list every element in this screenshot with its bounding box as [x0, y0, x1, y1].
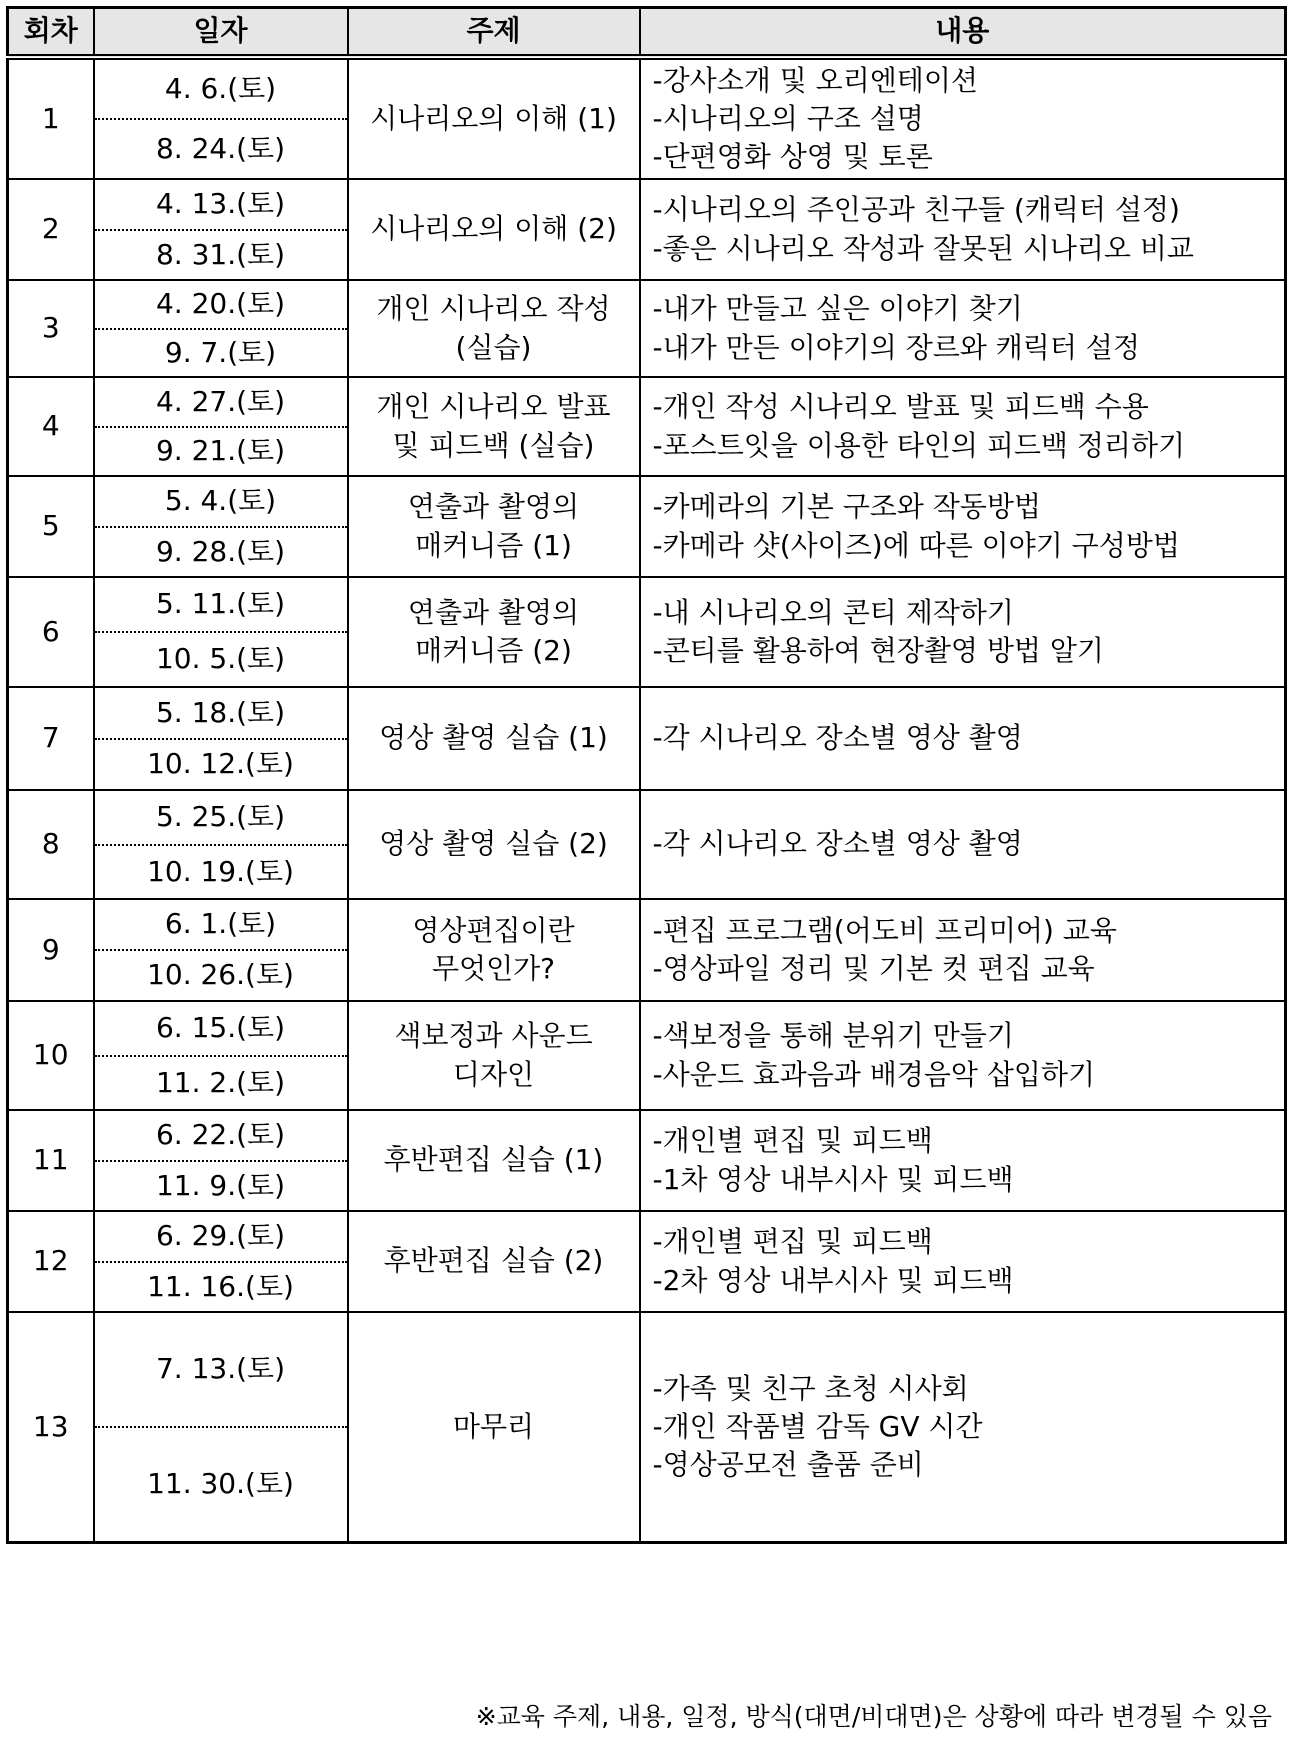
table-row [8, 1312, 1286, 1543]
header-session: 회차 [8, 8, 94, 58]
topic-cell: 연출과 촬영의 매커니즘 (2) [348, 577, 640, 687]
date-first-term: 6. 1.(토) [95, 900, 347, 951]
topic-cell: 후반편집 실습 (2) [348, 1211, 640, 1312]
date-second-term: 11. 30.(토) [147, 1467, 294, 1501]
table-row [8, 899, 1286, 1001]
date-box [95, 1212, 347, 1311]
date-second-term: 10. 12.(토) [147, 747, 294, 781]
table-row [8, 577, 1286, 687]
date-second-term: 10. 19.(토) [147, 854, 294, 888]
date-cell [94, 57, 348, 179]
topic-cell: 시나리오의 이해 (1) [348, 57, 640, 179]
session-number: 9 [8, 899, 94, 1001]
session-number: 2 [8, 179, 94, 280]
footnote: ※교육 주제, 내용, 일정, 방식(대면/비대면)은 상황에 따라 변경될 수 있음 [475, 1702, 1272, 1731]
topic-cell: 연출과 촬영의 매커니즘 (1) [348, 476, 640, 577]
table-row [8, 57, 1286, 179]
date-second-term: 11. 2.(토) [155, 1065, 286, 1099]
topic-cell: 개인 시나리오 작성 (실습) [348, 280, 640, 377]
session-number: 10 [8, 1001, 94, 1110]
topic-cell: 영상 촬영 실습 (1) [348, 687, 640, 790]
session-number: 13 [8, 1312, 94, 1543]
date-second-term: 9. 7.(토) [164, 335, 277, 369]
date-cell [94, 577, 348, 687]
date-first-term: 5. 18.(토) [95, 688, 347, 740]
date-box [95, 1002, 347, 1109]
date-first-term: 6. 29.(토) [95, 1212, 347, 1263]
date-cell [94, 1211, 348, 1312]
session-number: 4 [8, 377, 94, 476]
date-cell [94, 280, 348, 377]
date-cell [94, 377, 348, 476]
date-cell [94, 899, 348, 1001]
table-row [8, 1110, 1286, 1211]
content-cell: -내가 만들고 싶은 이야기 찾기 -내가 만든 이야기의 장르와 캐릭터 설정 [640, 280, 1286, 377]
date-second-term: 11. 16.(토) [147, 1269, 294, 1303]
session-number: 1 [8, 57, 94, 179]
date-first-term: 4. 13.(토) [95, 180, 347, 231]
date-second-term: 8. 24.(토) [155, 131, 286, 165]
table-row [8, 1211, 1286, 1312]
date-cell [94, 1001, 348, 1110]
header-date: 일자 [94, 8, 348, 58]
date-second-term: 9. 21.(토) [155, 434, 286, 468]
content-cell: -카메라의 기본 구조와 작동방법 -카메라 샷(사이즈)에 따른 이야기 구성방법 [640, 476, 1286, 577]
content-cell: -편집 프로그램(어도비 프리미어) 교육 -영상파일 정리 및 기본 컷 편집 교육 [640, 899, 1286, 1001]
table-row [8, 790, 1286, 899]
header-content: 내용 [640, 8, 1286, 58]
content-cell: -시나리오의 주인공과 친구들 (캐릭터 설정) -좋은 시나리오 작성과 잘못된 시나리오 비교 [640, 179, 1286, 280]
topic-cell: 시나리오의 이해 (2) [348, 179, 640, 280]
session-number: 7 [8, 687, 94, 790]
schedule-body [8, 57, 1286, 1543]
session-number: 5 [8, 476, 94, 577]
header-topic: 주제 [348, 8, 640, 58]
date-cell [94, 687, 348, 790]
topic-cell: 영상편집이란 무엇인가? [348, 899, 640, 1001]
table-row [8, 1001, 1286, 1110]
date-box [95, 900, 347, 1000]
date-box [95, 281, 347, 376]
date-box [95, 791, 347, 898]
session-number: 8 [8, 790, 94, 899]
date-first-term: 4. 6.(토) [95, 60, 347, 120]
date-box [95, 378, 347, 475]
date-first-term: 7. 13.(토) [95, 1313, 347, 1428]
content-cell: -강사소개 및 오리엔테이션 -시나리오의 구조 설명 -단편영화 상영 및 토론 [640, 57, 1286, 179]
date-second-term: 10. 26.(토) [147, 958, 294, 992]
date-first-term: 6. 15.(토) [95, 1002, 347, 1057]
session-number: 11 [8, 1110, 94, 1211]
date-box [95, 60, 347, 178]
date-second-term: 8. 31.(토) [155, 237, 286, 271]
content-cell: -색보정을 통해 분위기 만들기 -사운드 효과음과 배경음악 삽입하기 [640, 1001, 1286, 1110]
date-second-term: 9. 28.(토) [155, 534, 286, 568]
date-first-term: 4. 27.(토) [95, 378, 347, 428]
session-number: 6 [8, 577, 94, 687]
date-cell [94, 179, 348, 280]
date-first-term: 4. 20.(토) [95, 281, 347, 330]
content-cell: -개인 작성 시나리오 발표 및 피드백 수용 -포스트잇을 이용한 타인의 피드백 정리하기 [640, 377, 1286, 476]
header-row [8, 8, 1286, 58]
date-first-term: 6. 22.(토) [95, 1111, 347, 1162]
table-row [8, 476, 1286, 577]
date-box [95, 578, 347, 686]
date-box [95, 1313, 347, 1541]
date-first-term: 5. 4.(토) [95, 477, 347, 528]
topic-cell: 색보정과 사운드 디자인 [348, 1001, 640, 1110]
session-number: 3 [8, 280, 94, 377]
date-second-term: 10. 5.(토) [155, 642, 286, 676]
session-number: 12 [8, 1211, 94, 1312]
table-row [8, 280, 1286, 377]
date-cell [94, 1110, 348, 1211]
content-cell: -개인별 편집 및 피드백 -2차 영상 내부시사 및 피드백 [640, 1211, 1286, 1312]
date-box [95, 1111, 347, 1210]
topic-cell: 마무리 [348, 1312, 640, 1543]
date-box [95, 180, 347, 279]
content-cell: -개인별 편집 및 피드백 -1차 영상 내부시사 및 피드백 [640, 1110, 1286, 1211]
table-row [8, 377, 1286, 476]
table-row [8, 179, 1286, 280]
content-cell: -가족 및 친구 초청 시사회 -개인 작품별 감독 GV 시간 -영상공모전 출품 준비 [640, 1312, 1286, 1543]
date-box [95, 477, 347, 576]
date-cell [94, 790, 348, 899]
date-first-term: 5. 25.(토) [95, 791, 347, 846]
content-cell: -각 시나리오 장소별 영상 촬영 [640, 790, 1286, 899]
date-cell [94, 476, 348, 577]
topic-cell: 영상 촬영 실습 (2) [348, 790, 640, 899]
table-row [8, 687, 1286, 790]
date-first-term: 5. 11.(토) [95, 578, 347, 633]
topic-cell: 후반편집 실습 (1) [348, 1110, 640, 1211]
topic-cell: 개인 시나리오 발표 및 피드백 (실습) [348, 377, 640, 476]
content-cell: -각 시나리오 장소별 영상 촬영 [640, 687, 1286, 790]
content-cell: -내 시나리오의 콘티 제작하기 -콘티를 활용하여 현장촬영 방법 알기 [640, 577, 1286, 687]
date-box [95, 688, 347, 789]
date-second-term: 11. 9.(토) [155, 1168, 286, 1202]
schedule-table [6, 6, 1287, 1544]
date-cell [94, 1312, 348, 1543]
